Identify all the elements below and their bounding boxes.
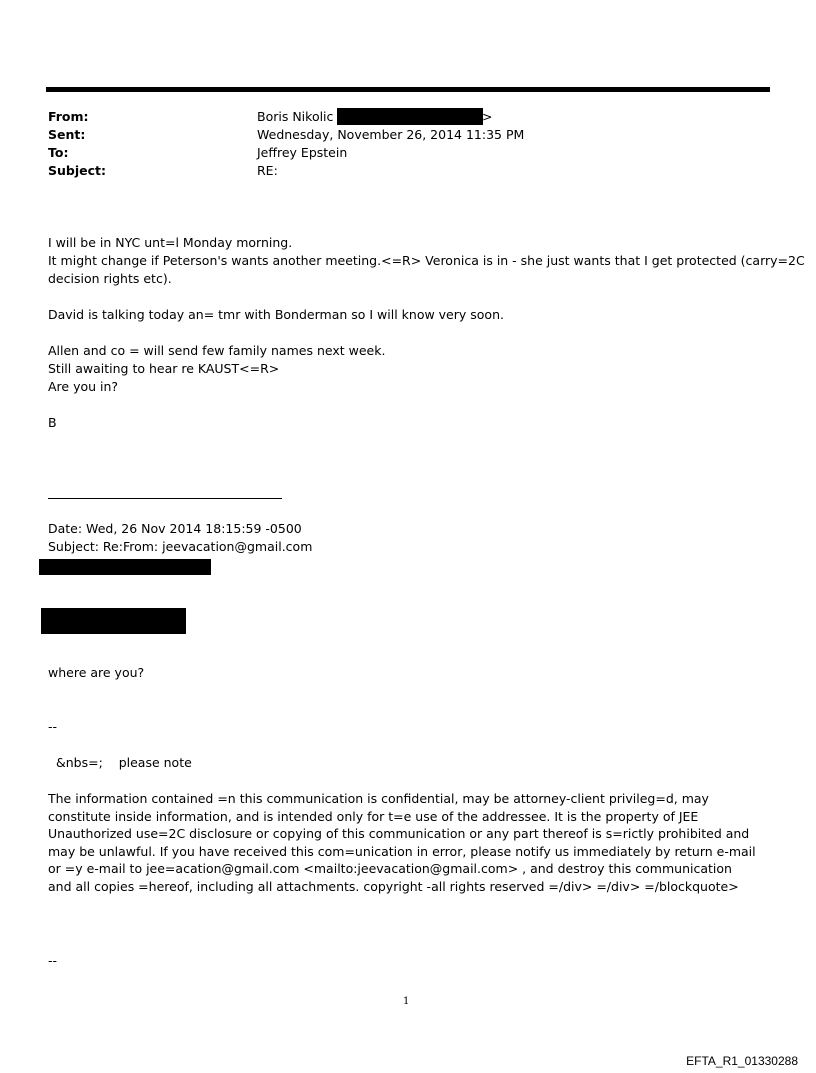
sent-value: Wednesday, November 26, 2014 11:35 PM [257,127,525,142]
nbs-note: &nbs=; please note [56,755,192,770]
from-name: Boris Nikolic [257,109,334,124]
quote-separator [48,498,282,499]
signature-dashes: -- [48,953,58,968]
page-number: 1 [403,996,410,1007]
header-rule [46,87,770,92]
redaction-block [41,608,186,634]
signature-dashes: -- [48,719,58,734]
signoff: B [48,415,57,430]
body-line: Allen and co = will send few family names next week. [48,343,386,358]
redaction-block [39,559,211,575]
subject-value: RE: [257,163,278,178]
from-label: From: [48,109,89,124]
document-id: EFTA_R1_01330288 [686,1054,798,1068]
body-line: It might change if Peterson's wants another meeting.<=R> Veronica is in - she just wants that I get protected (carry=2C [48,253,805,268]
quoted-date: Date: Wed, 26 Nov 2014 18:15:59 -0500 [48,521,302,536]
body-line: David is talking today an= tmr with Bonderman so I will know very soon. [48,307,504,322]
to-value: Jeffrey Epstein [257,145,348,160]
body-line: I will be in NYC unt=l Monday morning. [48,235,293,250]
subject-label: Subject: [48,163,106,178]
to-label: To: [48,145,69,160]
body-line: Still awaiting to hear re KAUST<=R> [48,361,280,376]
sent-label: Sent: [48,127,86,142]
from-value [257,108,348,126]
redaction-from-email [337,108,483,125]
quoted-question: where are you? [48,665,145,680]
disclaimer: The information contained =n this communication is confidential, may be attorney-client privileg=d, may constitute inside information, and is intended only for t=e use of the addressee. It is the property of JEE Unauthorized use=2C disclosure or copying of this communication or any part thereof is s=rictly prohibited and may be unlawful. If you have received this com=unication in error, please notify us immediately by return e-mail or =y e-mail to jee=acation@gmail.com <mailto:jeevacation@gmail.com> , and destroy this communication and all copies =hereof, including all attachments. copyright -all rights reserved =/div> =/div> =/blockquote> [48,791,756,894]
quoted-subject: Subject: Re:From: jeevacation@gmail.com [48,539,313,554]
body-line: decision rights etc). [48,271,172,286]
from-bracket-close: > [482,109,493,124]
body-line: Are you in? [48,379,119,394]
